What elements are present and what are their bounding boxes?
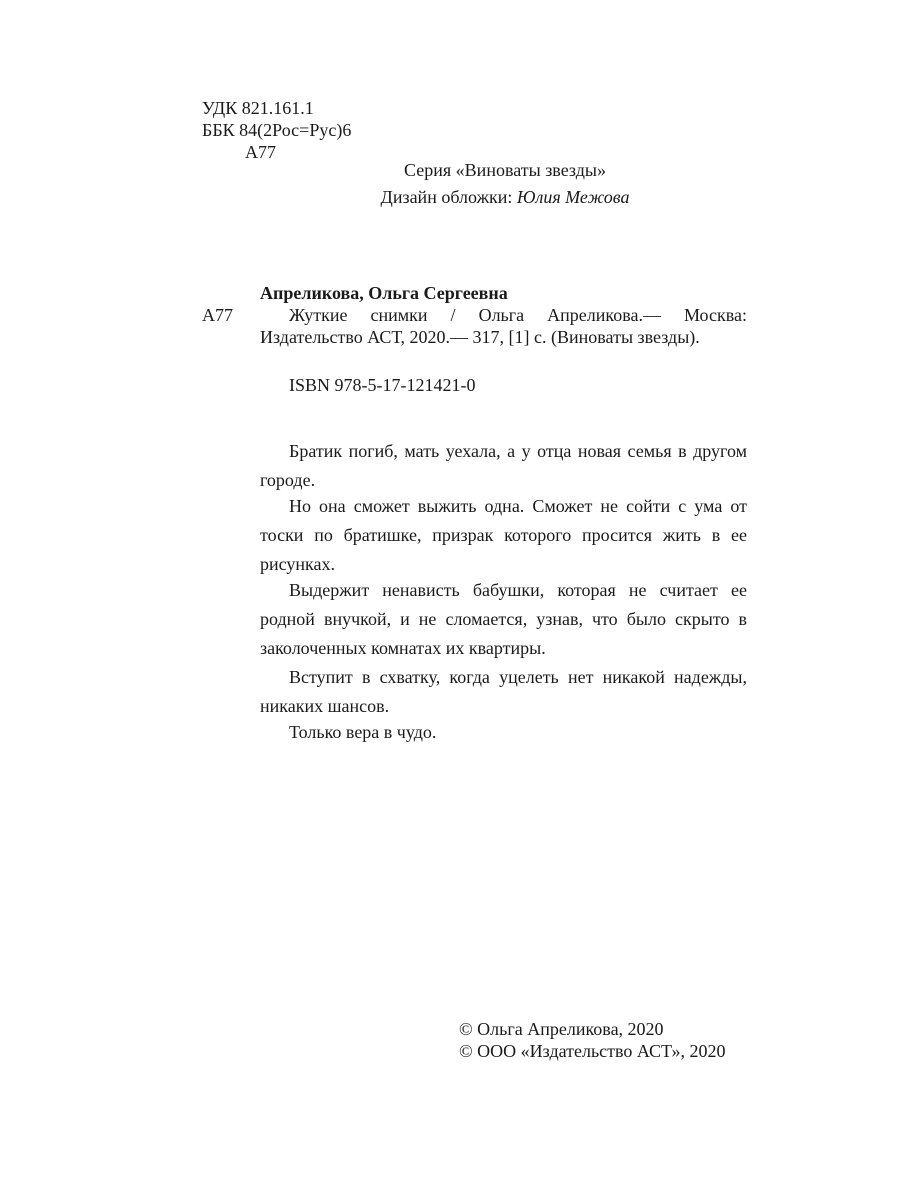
annotation-paragraph: Выдержит ненависть бабушки, которая не считает ее родной внучкой, и не сломается, узнав, что было скрыто в заколоченных комнатах их квартиры.: [260, 580, 747, 658]
cover-design-line: [260, 184, 750, 211]
annotation-paragraph: Только вера в чудо.: [289, 722, 437, 742]
cover-designer: Юлия Межова: [516, 187, 630, 207]
isbn: ISBN 978-5-17-121421-0: [289, 375, 476, 395]
bibliographic-description: Жуткие снимки / Ольга Апреликова.— Москва: Издательство АСТ, 2020.— 317, [1] с. (Виноваты звезды).: [260, 305, 747, 347]
cover-label: Дизайн обложки:: [380, 187, 517, 207]
bbk-code: ББК 84(2Рос=Рус)6: [202, 120, 352, 140]
copyright-author: © Ольга Апреликова, 2020: [459, 1019, 664, 1039]
copyright-publisher: © ООО «Издательство АСТ», 2020: [459, 1041, 726, 1061]
annotation-paragraph: Вступит в схватку, когда уцелеть нет никакой надежды, никаких шансов.: [260, 667, 747, 716]
author-mark-top: А77: [245, 142, 276, 162]
author-mark-left: А77: [202, 305, 233, 325]
annotation-paragraph: Но она сможет выжить одна. Сможет не сойти с ума от тоски по братишке, призрак которого просится жить в ее рисунках.: [260, 496, 747, 574]
series-block: [260, 157, 750, 211]
udk-code: УДК 821.161.1: [202, 98, 314, 118]
author-heading: Апреликова, Ольга Сергеевна: [260, 283, 508, 303]
annotation-paragraph: Братик погиб, мать уехала, а у отца новая семья в другом городе.: [260, 441, 747, 490]
series-line: Серия «Виноваты звезды»: [404, 160, 606, 180]
